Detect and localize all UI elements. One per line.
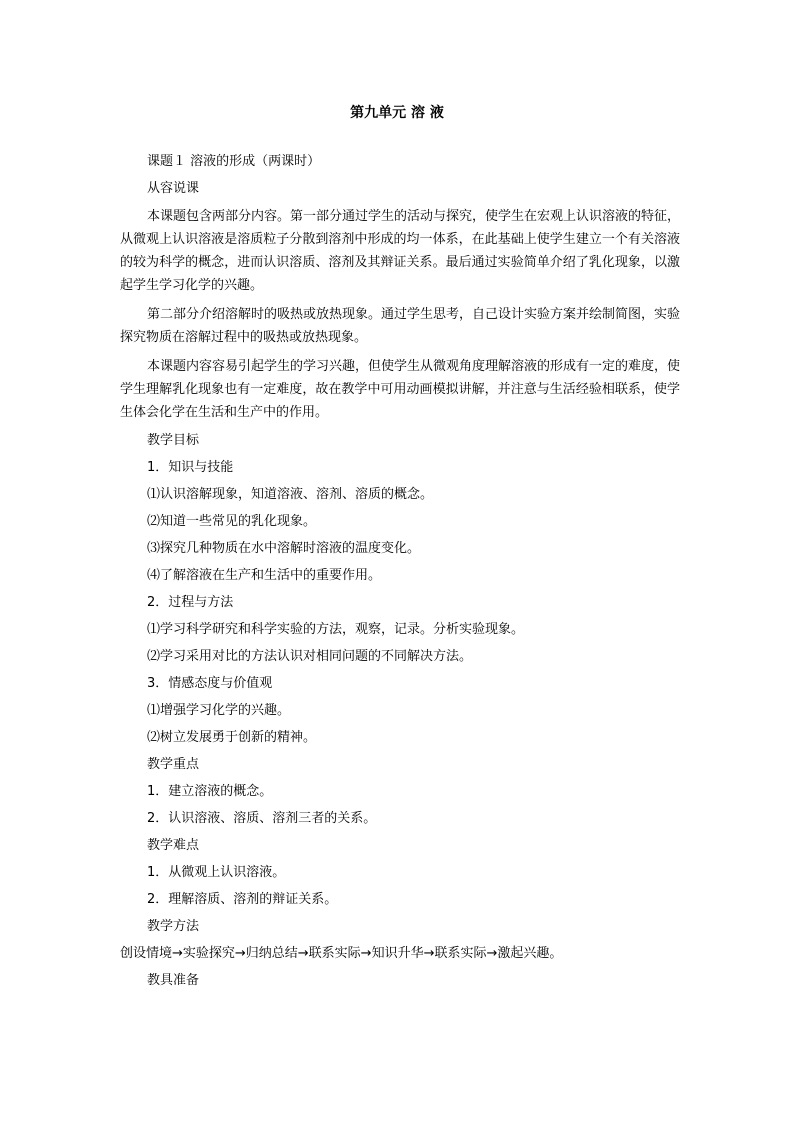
list-item: 2．认识溶液、溶质、溶剂三者的关系。: [147, 811, 377, 826]
list-item: 1．从微观上认识溶液。: [147, 865, 286, 880]
intro-paragraph-2: 第二部分介绍溶解时的吸热或放热现象。通过学生思考，自己设计实验方案并绘制简图，实验探究物质在溶解过程中的吸热或放热现象。: [120, 307, 681, 345]
unit-title: 第九单元 溶 液: [350, 105, 444, 121]
list-item: ⑶探究几种物质在水中溶解时溶液的温度变化。: [147, 541, 421, 556]
tools-heading: 教具准备: [147, 973, 200, 988]
list-item: ⑴增强学习化学的兴趣。: [147, 703, 291, 718]
list-item: ⑵知道一些常见的乳化现象。: [147, 514, 317, 529]
methods-heading: 教学方法: [147, 919, 200, 934]
list-item: ⑴认识溶解现象，知道溶液、溶剂、溶质的概念。: [147, 487, 434, 502]
difficult-points-heading: 教学难点: [147, 838, 200, 853]
methods-text: 创设情境→实验探究→归纳总结→联系实际→知识升华→联系实际→激起兴趣。: [120, 946, 563, 961]
list-item: ⑷了解溶液在生产和生活中的重要作用。: [147, 568, 382, 583]
key-points-heading: 教学重点: [147, 757, 200, 772]
intro-paragraph-1: 本课题包含两部分内容。第一部分通过学生的活动与探究，使学生在宏观上认识溶液的特征，从微观上认识溶液是溶质粒子分散到溶剂中形成的均一体系，在此基础上使学生建立一个有关溶液的较为科学的概念，进而认识溶质、溶剂及其辩证关系。最后通过实验简单介绍了乳化现象，以激起学生学习化学的兴趣。: [120, 209, 681, 293]
document-body: [120, 151, 680, 997]
emotion-heading: 3．情感态度与价值观: [147, 676, 273, 691]
section-intro-heading: 从容说课: [147, 181, 200, 196]
knowledge-heading: 1．知识与技能: [147, 460, 234, 475]
intro-paragraph-3: 本课题内容容易引起学生的学习兴趣，但使学生从微观角度理解溶液的形成有一定的难度，使学生理解乳化现象也有一定难度，故在教学中可用动画模拟讲解，并注意与生活经验相联系，使学生体会化学在生活和生产中的作用。: [120, 359, 681, 420]
list-item: ⑵学习采用对比的方法认识对相同问题的不同解决方法。: [147, 649, 473, 664]
list-item: ⑵树立发展勇于创新的精神。: [147, 730, 317, 745]
process-heading: 2．过程与方法: [147, 595, 234, 610]
list-item: 1．建立溶液的概念。: [147, 784, 273, 799]
list-item: ⑴学习科学研究和科学实验的方法，观察，记录。分析实验现象。: [147, 622, 525, 637]
goals-heading: 教学目标: [147, 433, 200, 448]
lesson-title: 课题１ 溶液的形成（两课时）: [147, 154, 321, 169]
list-item: 2．理解溶质、溶剂的辩证关系。: [147, 892, 338, 907]
